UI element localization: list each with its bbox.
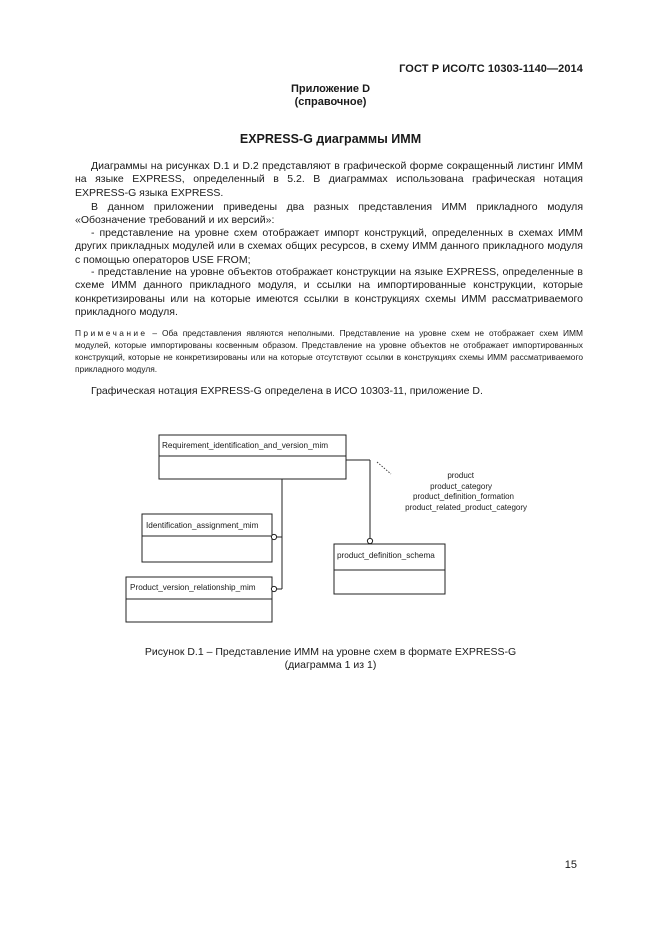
schema-label-product-version: Product_version_relationship_mim [130,583,256,592]
annex-heading [0,83,661,109]
note-label: Примечание [75,328,148,338]
figure-caption-line1: Рисунок D.1 – Представление ИММ на уровне схем в формате EXPRESS-G [144,646,517,658]
document-header: ГОСТ Р ИСО/ТС 10303-1140—2014 [399,63,583,75]
note-text: – Оба представления являются неполными. Представление на уровне схем не отображает схем ИММ модулей, которые импортированы косвенным образом. Представление на уровне объектов не отображает импортированных конструкций, которые не конкретизированы или на которые отсутствуют ссылки в конструкциях схемы ИММ рассматриваемого прикладного модуля. [75,328,583,374]
note-block [75,327,583,375]
paragraph-schema-level: - представление на уровне схем отображает импорт конструкций, определенных в схемах ИММ других прикладных модулей или в схемах общих ресурсов, в схему ИММ данного прикладного модуля с помощью операторов USE FROM; [75,227,583,266]
schema-label-identification: Identification_assignment_mim [146,521,259,530]
paragraph-notation-reference: Графическая нотация EXPRESS-G определена в ИСО 10303-11, приложение D. [91,385,483,397]
paragraph-intro: Диаграммы на рисунках D.1 и D.2 представляют в графической форме сокращенный листинг ИММ на языке EXPRESS, определенный в 5.2. В диаграммах использована графическая нотация EXPRESS-G языка EXPRESS. [75,160,583,199]
annex-title: Приложение D [290,83,371,95]
imported-item: product_category [430,482,492,491]
express-g-diagram [0,431,661,641]
relation-circle-identification [271,534,276,539]
relation-circle-product-definition [367,538,372,543]
paragraph-representations: В данном приложении приведены два разных представления ИММ прикладного модуля «Обозначение требований и их версий»: [75,201,583,227]
figure-caption [0,646,661,672]
imported-item: product_related_product_category [405,503,527,512]
paragraph-entity-level: - представление на уровне объектов отображает конструкции на языке EXPRESS, определенные в схеме ИММ данного прикладного модуля, и ссылки на импортированные конструкции, которые конкретизированы или на которые имеются ссылки в конструкциях схемы ИММ рассматриваемого прикладного модуля. [75,266,583,319]
schema-label-requirement: Requirement_identification_and_version_mim [162,441,329,450]
imported-item: product_definition_formation [413,492,514,501]
schema-label-product-definition: product_definition_schema [337,551,435,560]
section-title: EXPRESS-G диаграммы ИММ [239,132,422,146]
page-number: 15 [564,859,577,871]
import-leader-line [377,462,391,474]
annex-type: (справочное) [294,96,367,108]
imported-item: product [447,471,474,480]
relation-circle-product-version [271,586,276,591]
figure-caption-line2: (диаграмма 1 из 1) [284,659,377,671]
